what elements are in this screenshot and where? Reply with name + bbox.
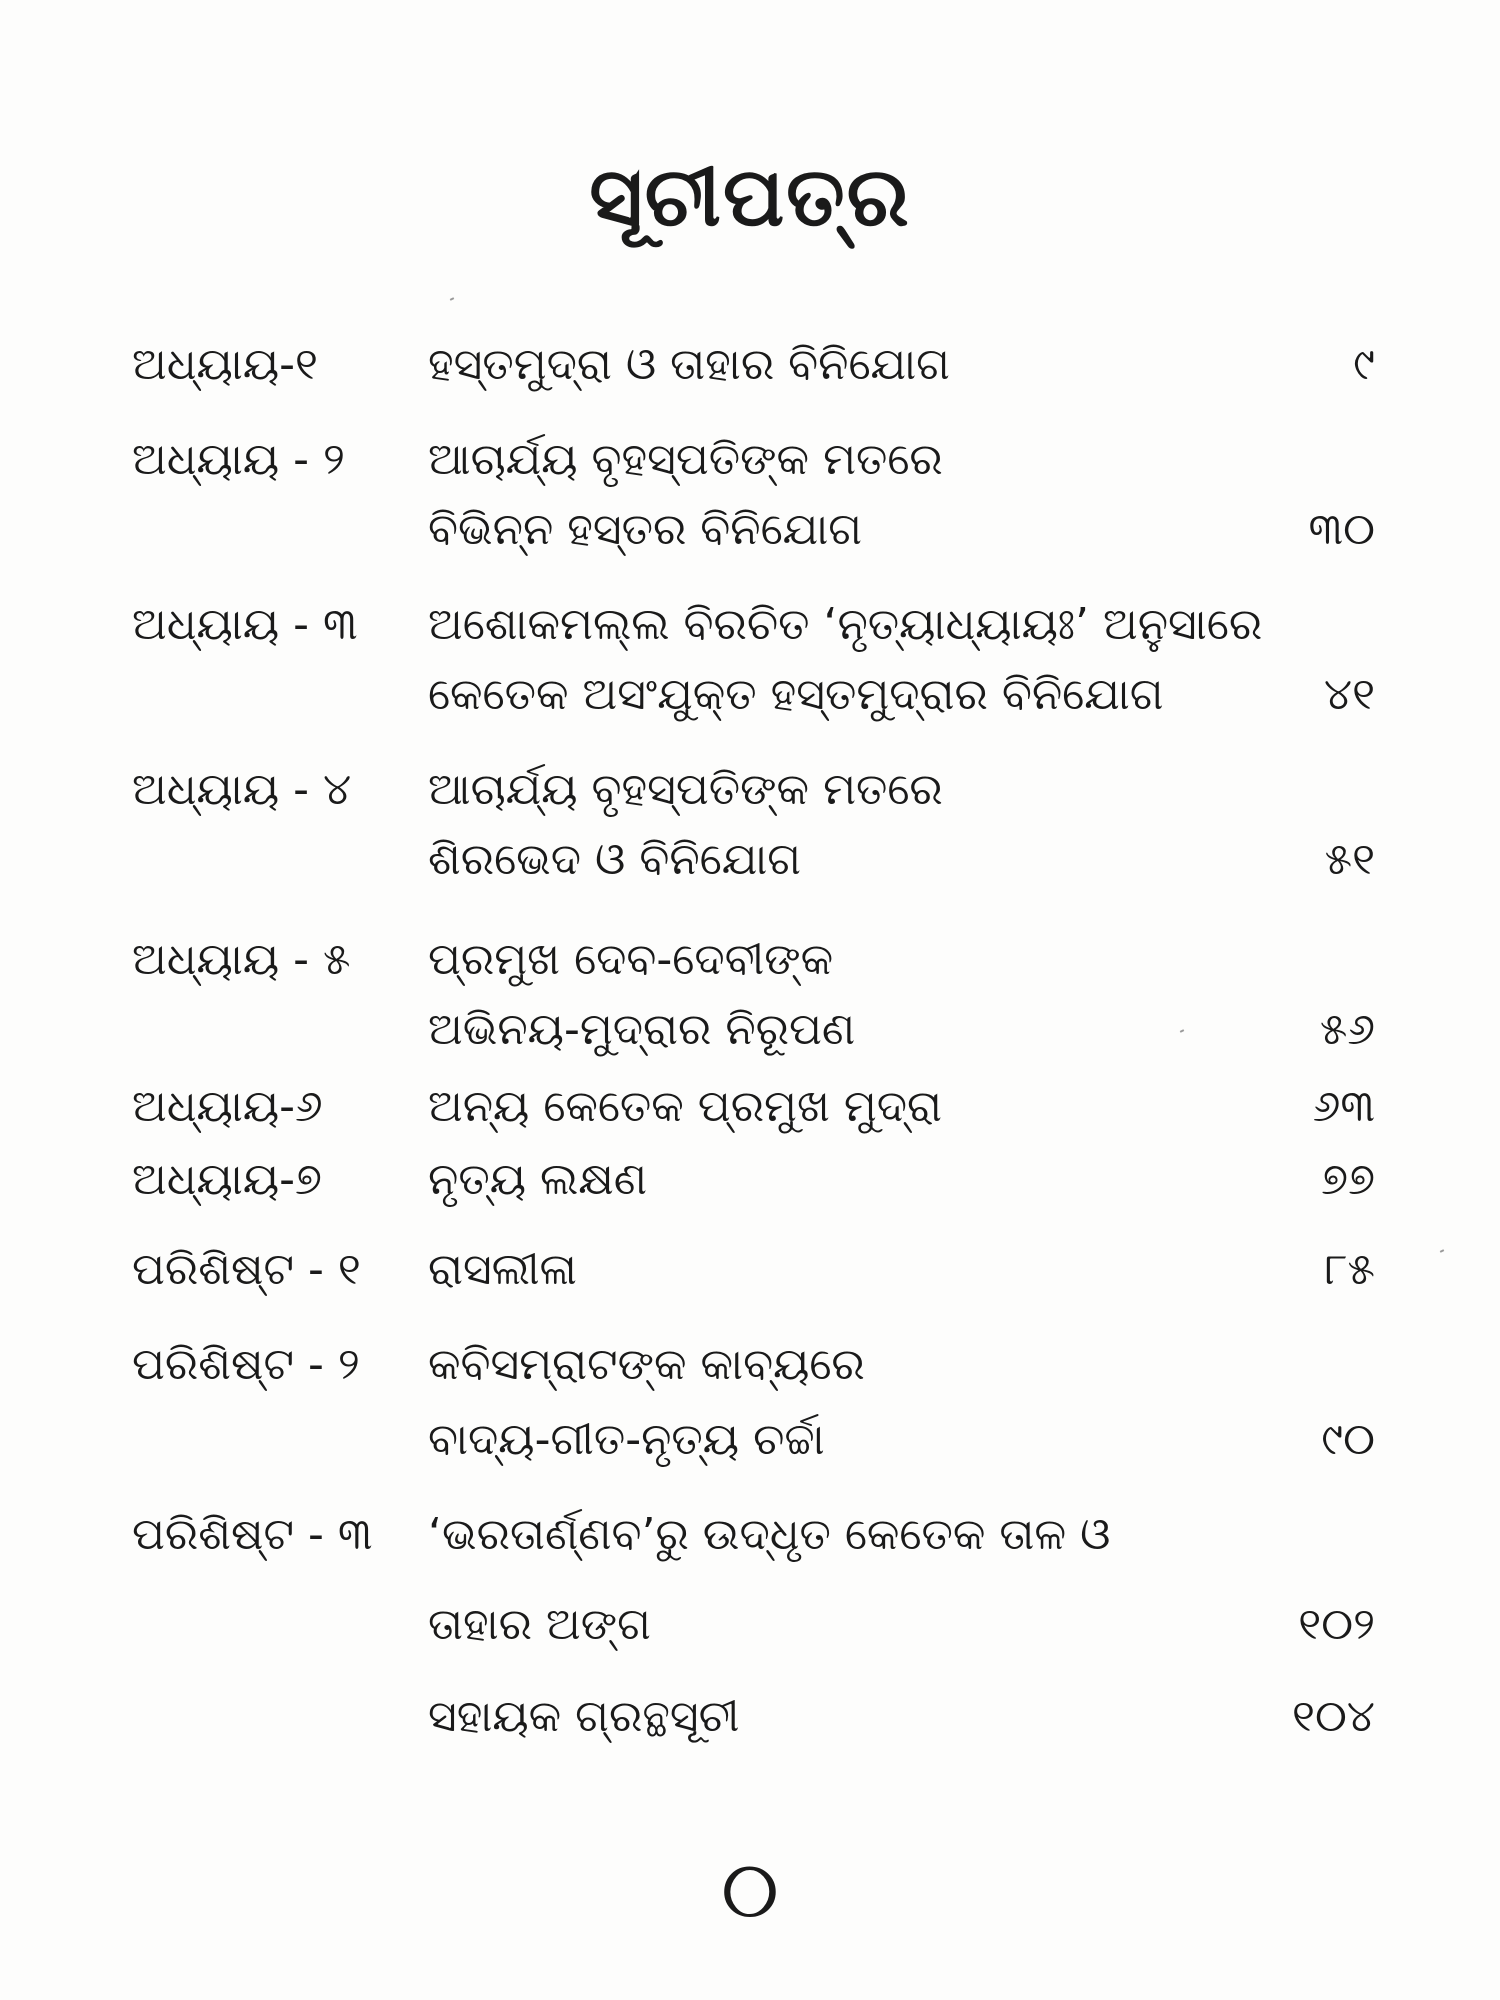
toc-label: ପରିଶିଷ୍ଟ - ୧ — [132, 1244, 361, 1295]
toc-page-number: ୧୦୪ — [1292, 1691, 1375, 1742]
toc-row — [0, 425, 1500, 495]
toc-text: ପ୍ରମୁଖ ଦେବ-ଦେବୀଙ୍କ — [428, 934, 834, 985]
toc-page-number: ୪୧ — [1323, 669, 1375, 720]
toc-page-number: ୫୧ — [1324, 834, 1375, 885]
folio-page-number: ୦ — [721, 1843, 779, 1936]
toc-text: ଶିରଭେଦ ଓ ବିନିଯୋଗ — [428, 834, 802, 885]
toc-row — [0, 755, 1500, 825]
toc-text: ଅନ୍ୟ କେତେକ ପ୍ରମୁଖ ମୁଦ୍ରା — [428, 1081, 943, 1132]
toc-row — [0, 925, 1500, 995]
toc-page-number: ୯ — [1353, 339, 1375, 390]
toc-page-number: ୧୦୨ — [1298, 1599, 1375, 1650]
toc-text: ବାଦ୍ୟ-ଗୀତ-ନୃତ୍ୟ ଚର୍ଚ୍ଚା — [428, 1414, 825, 1465]
toc-label: ଅଧ୍ୟାୟ-୧ — [132, 339, 318, 390]
page-title: ସୂଚୀପତ୍ର — [589, 150, 911, 245]
toc-page-number: ୬୩ — [1312, 1081, 1375, 1132]
toc-row — [0, 1590, 1500, 1660]
toc-label: ଅଧ୍ୟାୟ - ୫ — [132, 934, 351, 985]
toc-row — [0, 825, 1500, 895]
toc-row — [0, 1235, 1500, 1305]
toc-row — [0, 1405, 1500, 1475]
toc-text: ହସ୍ତମୁଦ୍ରା ଓ ତାହାର ବିନିଯୋଗ — [428, 339, 950, 390]
toc-row — [0, 495, 1500, 565]
toc-text: ଅଭିନୟ-ମୁଦ୍ରାର ନିରୂପଣ — [428, 1004, 856, 1055]
toc-row — [0, 1145, 1500, 1215]
toc-text: ଆଚାର୍ଯ୍ୟ ବୃହସ୍ପତିଙ୍କ ମତରେ — [428, 434, 943, 485]
toc-row — [0, 1330, 1500, 1400]
toc-row — [0, 1500, 1500, 1570]
toc-page-number: ୩୦ — [1308, 504, 1375, 555]
toc-label: ଅଧ୍ୟାୟ-୭ — [132, 1154, 322, 1205]
toc-row — [0, 1682, 1500, 1752]
toc-label: ଅଧ୍ୟାୟ - ୩ — [132, 599, 358, 650]
toc-label: ପରିଶିଷ୍ଟ - ୩ — [132, 1509, 373, 1560]
toc-text: ଅଶୋକମଲ୍ଲ ବିରଚିତ ‘ନୃତ୍ୟାଧ୍ୟାୟଃ’ ଅନୁସାରେ — [428, 599, 1263, 650]
toc-page-number: ୮୫ — [1324, 1244, 1375, 1295]
toc-row — [0, 1072, 1500, 1142]
toc-page-number: ୫୬ — [1319, 1004, 1375, 1055]
toc-row — [0, 660, 1500, 730]
toc-text: ନୃତ୍ୟ ଲକ୍ଷଣ — [428, 1154, 648, 1205]
toc-label: ଅଧ୍ୟାୟ-୬ — [132, 1081, 323, 1132]
toc-label: ପରିଶିଷ୍ଟ - ୨ — [132, 1339, 360, 1390]
toc-page-number: ୭୭ — [1321, 1154, 1375, 1205]
toc-text: ବିଭିନ୍ନ ହସ୍ତର ବିନିଯୋଗ — [428, 504, 863, 555]
paper-speck — [450, 297, 454, 301]
toc-text: କେତେକ ଅସଂଯୁକ୍ତ ହସ୍ତମୁଦ୍ରାର ବିନିଯୋଗ — [428, 669, 1164, 720]
toc-row — [0, 330, 1500, 400]
toc-page-number: ୯୦ — [1321, 1414, 1375, 1465]
toc-text: ରାସଲୀଳା — [428, 1244, 577, 1295]
toc-label: ଅଧ୍ୟାୟ - ୪ — [132, 764, 352, 815]
toc-row — [0, 995, 1500, 1065]
toc-text: ‘ଭରତାର୍ଣ୍ଣବ’ରୁ ଉଦ୍ଧୃତ କେତେକ ତାଳ ଓ — [428, 1509, 1111, 1560]
toc-text: କବିସମ୍ରାଟଙ୍କ କାବ୍ୟରେ — [428, 1339, 865, 1390]
toc-row — [0, 590, 1500, 660]
toc-text: ସହାୟକ ଗ୍ରନ୍ଥସୂଚୀ — [428, 1691, 740, 1742]
toc-text: ତାହାର ଅଙ୍ଗ — [428, 1599, 651, 1650]
toc-text: ଆଚାର୍ଯ୍ୟ ବୃହସ୍ପତିଙ୍କ ମତରେ — [428, 764, 943, 815]
toc-label: ଅଧ୍ୟାୟ - ୨ — [132, 434, 345, 485]
